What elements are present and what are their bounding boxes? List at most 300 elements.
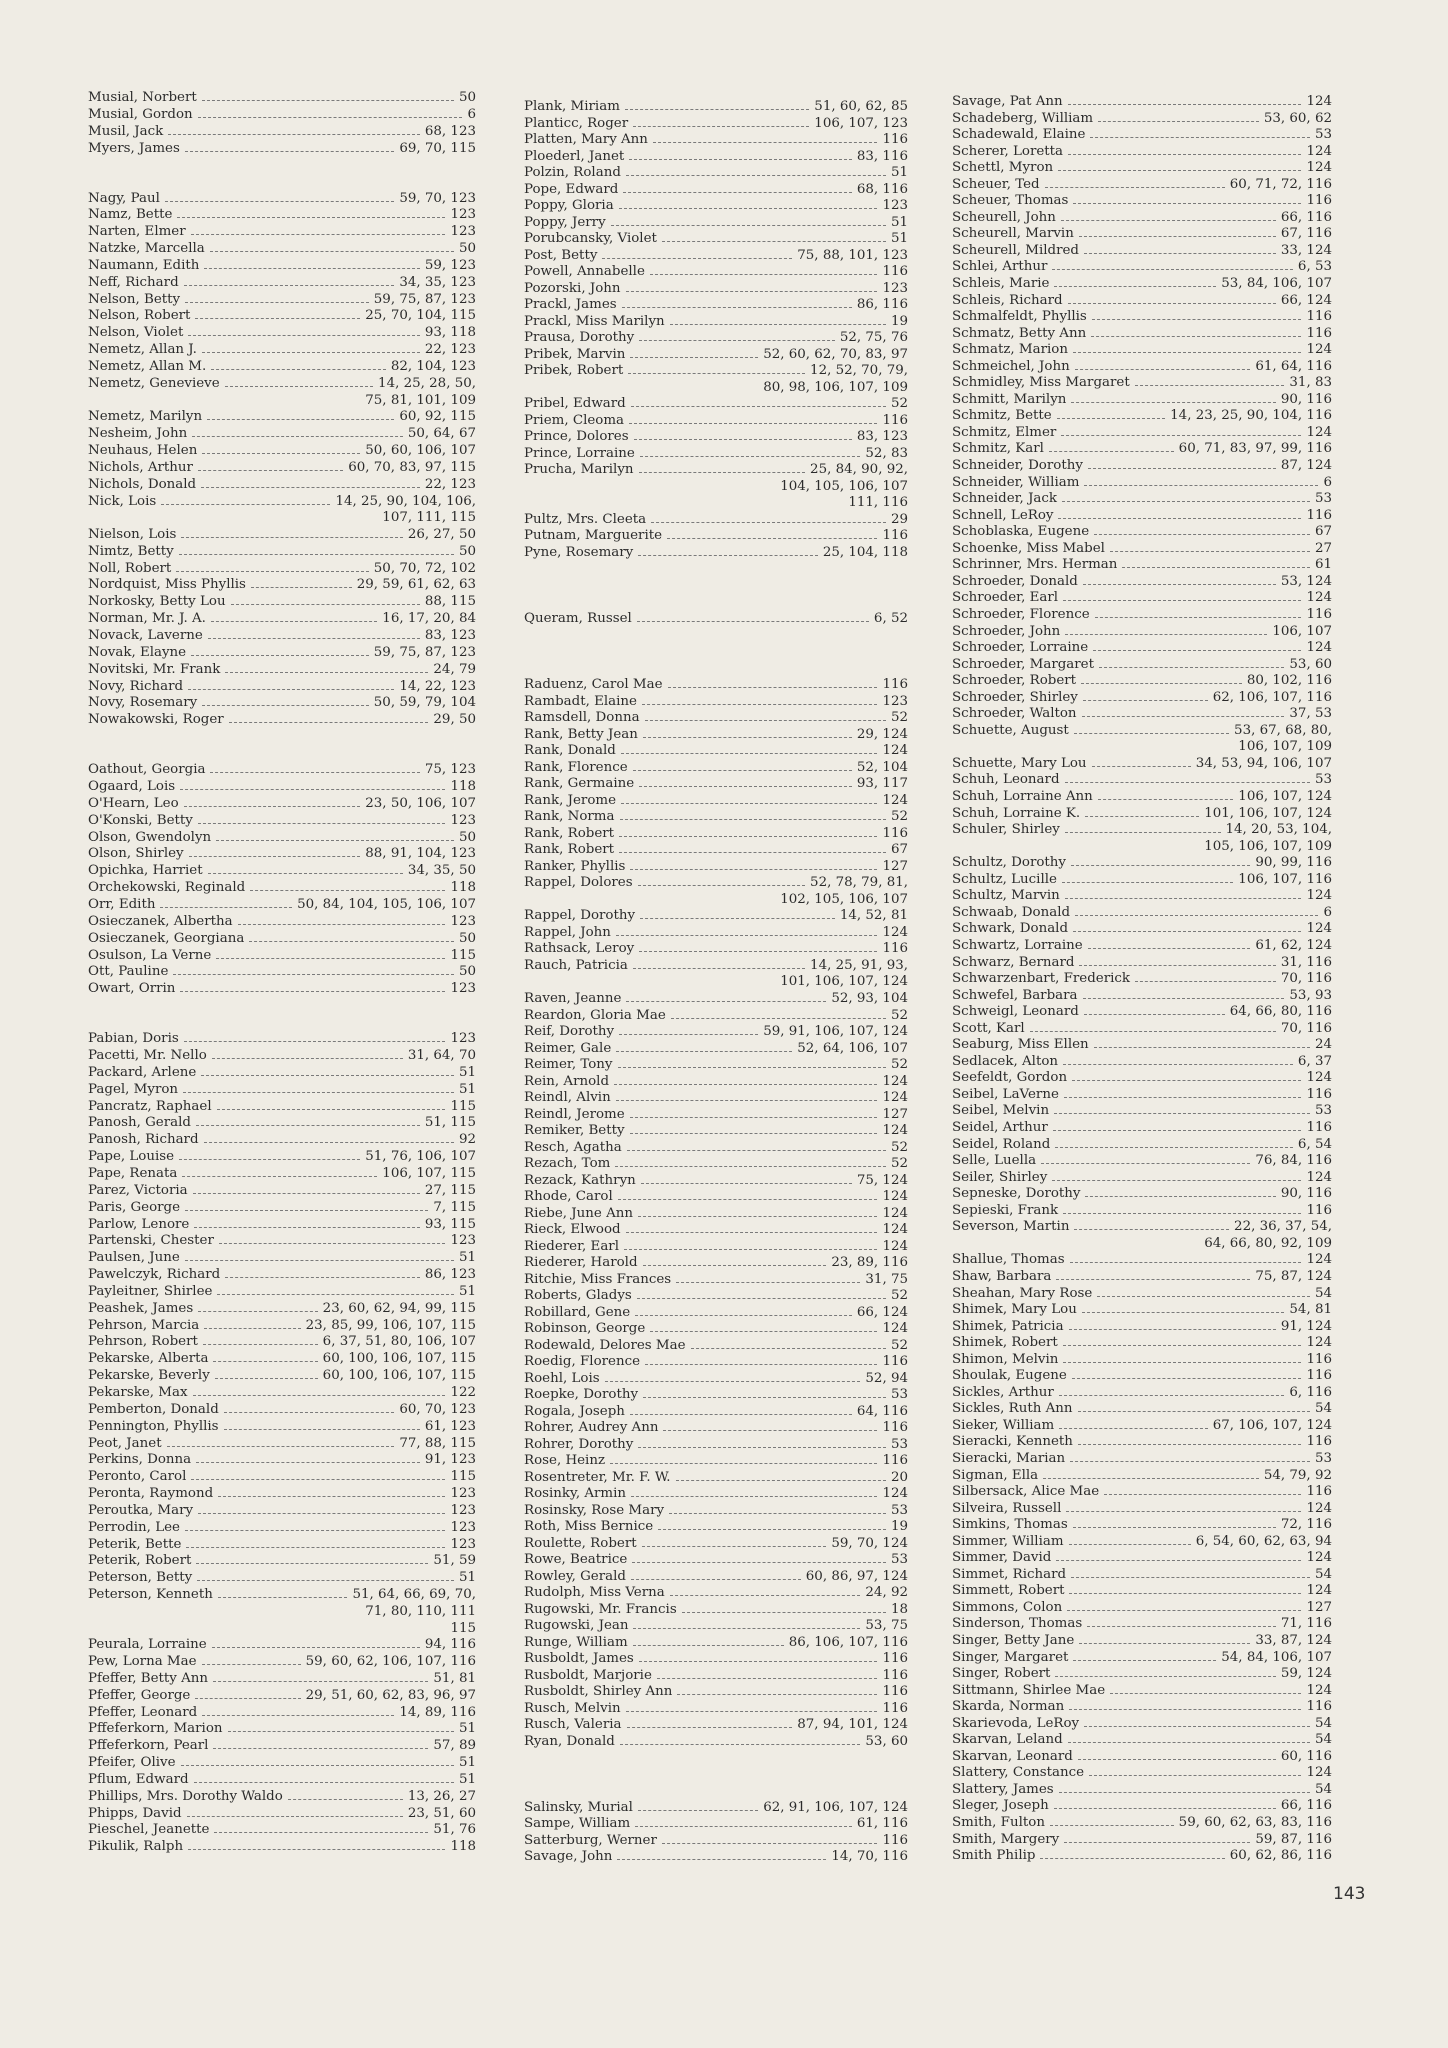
entry-pages-continued: 106, 107, 109: [1238, 739, 1332, 755]
entry-pages: 61, 62, 124: [1255, 937, 1332, 953]
leader-dots: [1090, 137, 1309, 138]
index-entry: [524, 743, 908, 760]
leader-dots: [1082, 1312, 1285, 1313]
leader-dots: [181, 1765, 454, 1766]
entry-name: Scheuer, Ted: [952, 176, 1040, 192]
index-entry: [952, 1798, 1332, 1815]
entry-name: Seibel, Melvin: [952, 1103, 1050, 1119]
entry-pages: 34, 35, 50: [407, 863, 476, 879]
leader-dots: [638, 1216, 877, 1217]
index-entry: [524, 1041, 908, 1058]
entry-name: Sieracki, Marian: [952, 1450, 1066, 1466]
index-entry: [88, 1301, 476, 1318]
index-entry: [88, 1688, 476, 1705]
entry-pages: 123: [450, 1233, 476, 1249]
entry-name: Rathsack, Leroy: [524, 941, 635, 957]
entry-name: Singer, Betty Jane: [952, 1633, 1075, 1648]
leader-dots: [197, 1580, 454, 1581]
entry-name: Rhode, Carol: [524, 1189, 613, 1205]
entry-pages: 6, 52: [873, 611, 908, 627]
entry-pages: 116: [1306, 1699, 1332, 1715]
index-entry: [952, 1219, 1332, 1236]
index-entry: [524, 611, 908, 628]
index-entry: [952, 1037, 1332, 1054]
entry-pages: 116: [882, 1684, 908, 1700]
entry-name: O'Konski, Betty: [88, 812, 193, 828]
leader-dots: [179, 554, 454, 555]
entry-name: Seidel, Roland: [952, 1136, 1051, 1152]
entry-pages: 123: [450, 1502, 476, 1518]
entry-pages: 106, 107, 123: [814, 115, 908, 131]
leader-dots: [1135, 385, 1285, 386]
index-entry: [952, 1848, 1332, 1865]
entry-name: O'Hearn, Leo: [88, 795, 179, 811]
leader-dots: [1073, 203, 1301, 204]
entry-name: Rohrer, Audrey Ann: [524, 1420, 659, 1436]
index-entry: [952, 144, 1332, 161]
section-spacer: [88, 1015, 476, 1032]
entry-pages: 50, 70, 72, 102: [373, 560, 476, 576]
index-entry: [88, 1048, 476, 1065]
entry-pages: 54: [1314, 1566, 1332, 1582]
leader-dots: [238, 924, 446, 925]
leader-dots: [288, 1799, 403, 1800]
leader-dots: [629, 423, 877, 424]
entry-name: Rosinky, Armin: [524, 1486, 627, 1502]
leader-dots: [642, 1546, 827, 1547]
leader-dots: [1054, 1113, 1310, 1114]
index-entry: [952, 1815, 1332, 1832]
entry-name: Ritchie, Miss Frances: [524, 1271, 672, 1287]
entry-pages: 51, 60, 62, 85: [814, 99, 908, 114]
leader-dots: [1079, 965, 1275, 966]
leader-dots: [626, 291, 878, 292]
index-entry: [952, 690, 1332, 707]
entry-pages: 124: [1306, 1500, 1332, 1516]
index-entry: [524, 1090, 908, 1107]
leader-dots: [202, 1664, 301, 1665]
index-entry: [952, 640, 1332, 657]
entry-name: Pekarske, Max: [88, 1384, 188, 1400]
entry-name: Nesheim, John: [88, 426, 188, 442]
index-entry: [88, 1839, 476, 1856]
entry-pages: 127: [1306, 1599, 1332, 1615]
entry-pages: 124: [1306, 1252, 1332, 1268]
entry-name: Riederer, Earl: [524, 1238, 619, 1254]
leader-dots: [1085, 816, 1199, 817]
index-entry: [88, 594, 476, 611]
entry-name: Pozorski, John: [524, 280, 621, 296]
leader-dots: [638, 1447, 886, 1448]
entry-pages: 22, 123: [424, 476, 476, 492]
entry-name: Rank, Jerome: [524, 792, 617, 808]
index-entry: [524, 347, 908, 364]
entry-pages: 83, 123: [856, 429, 908, 445]
index-entry: [524, 710, 908, 727]
index-entry: [88, 1099, 476, 1116]
leader-dots: [208, 638, 420, 639]
index-entry: [524, 1585, 908, 1602]
entry-pages: 29, 51, 60, 62, 83, 96, 97: [305, 1687, 476, 1703]
index-entry: [88, 1537, 476, 1554]
leader-dots: [187, 1816, 403, 1817]
index-entry: [524, 958, 908, 975]
entry-pages: 54: [1314, 1732, 1332, 1748]
leader-dots: [218, 1597, 348, 1598]
entry-name: Perkins, Donna: [88, 1452, 192, 1468]
entry-name: Sickles, Arthur: [952, 1384, 1054, 1400]
entry-pages: 124: [882, 743, 908, 759]
leader-dots: [631, 1579, 801, 1580]
leader-dots: [1062, 882, 1233, 883]
entry-pages: 19: [890, 1519, 908, 1535]
index-entry: [952, 1550, 1332, 1567]
entry-pages: 115: [450, 1098, 476, 1114]
leader-dots: [1061, 435, 1301, 436]
leader-dots: [1082, 716, 1285, 717]
entry-name: Schleis, Marie: [952, 276, 1050, 292]
index-entry: [524, 297, 908, 314]
index-entry: [524, 694, 908, 711]
entry-pages: 52: [890, 809, 908, 825]
index-entry: [88, 762, 476, 779]
entry-pages: 34, 53, 94, 106, 107: [1195, 755, 1332, 771]
entry-pages: 52: [890, 1139, 908, 1155]
entry-pages: 92: [458, 1132, 476, 1148]
leader-dots: [1050, 1825, 1174, 1826]
entry-name: Roedig, Florence: [524, 1354, 641, 1370]
entry-name: Simkins, Thomas: [952, 1517, 1068, 1533]
entry-pages: 26, 27, 50: [407, 526, 476, 542]
entry-pages: 66, 124: [856, 1304, 908, 1320]
entry-name: Schettl, Myron: [952, 160, 1054, 176]
leader-dots: [1072, 1080, 1301, 1081]
leader-dots: [1065, 898, 1302, 899]
entry-pages: 116: [1306, 309, 1332, 325]
entry-name: Schmitt, Marilyn: [952, 391, 1067, 407]
index-entry: [88, 1385, 476, 1402]
entry-name: Opichka, Harriet: [88, 863, 203, 879]
entry-name: Nagy, Paul: [88, 190, 160, 206]
entry-name: Schroeder, Margaret: [952, 656, 1094, 672]
index-entry: [524, 1486, 908, 1503]
entry-pages: 14, 20, 53, 104,: [1225, 822, 1332, 838]
entry-name: Rank, Florence: [524, 759, 628, 775]
leader-dots: [179, 1159, 360, 1160]
entry-pages-continued: 107, 111, 115: [382, 510, 476, 526]
leader-dots: [1040, 1858, 1224, 1859]
entry-pages: 124: [882, 1123, 908, 1139]
entry-pages: 123: [882, 693, 908, 709]
entry-pages: 61, 64, 116: [1255, 358, 1332, 374]
leader-dots: [619, 852, 886, 853]
index-entry: [952, 988, 1332, 1005]
entry-name: Prince, Lorraine: [524, 445, 635, 461]
entry-name: Simmons, Colon: [952, 1599, 1063, 1615]
leader-dots: [195, 1698, 300, 1699]
leader-dots: [1088, 948, 1251, 949]
entry-pages: 60, 71, 72, 116: [1229, 176, 1332, 192]
entry-pages: 29, 59, 61, 62, 63: [356, 577, 476, 593]
index-entry: [952, 971, 1332, 988]
entry-name: Sedlacek, Alton: [952, 1053, 1059, 1069]
leader-dots: [1056, 1560, 1301, 1561]
entry-pages: 124: [1306, 1169, 1332, 1185]
entry-pages: 50: [458, 90, 476, 105]
leader-dots: [1058, 170, 1301, 171]
index-entry: [524, 1734, 908, 1751]
leader-dots: [1093, 650, 1301, 651]
leader-dots: [658, 1529, 886, 1530]
index-entry: [88, 830, 476, 847]
leader-dots: [635, 1826, 852, 1827]
entry-pages: 76, 84, 116: [1255, 1153, 1332, 1169]
entry-name: Rodewald, Delores Mae: [524, 1337, 686, 1353]
entry-pages: 116: [882, 132, 908, 147]
index-entry: [524, 1569, 908, 1586]
leader-dots: [1052, 269, 1293, 270]
leader-dots: [198, 1513, 445, 1514]
entry-pages: 51, 76, 106, 107: [365, 1149, 476, 1165]
leader-dots: [188, 335, 420, 336]
leader-dots: [1049, 451, 1174, 452]
leader-dots: [1067, 1610, 1301, 1611]
entry-pages: 124: [882, 1189, 908, 1205]
entry-name: Pape, Louise: [88, 1149, 175, 1165]
index-entry: [952, 1153, 1332, 1170]
entry-name: Pagel, Myron: [88, 1081, 179, 1097]
index-entry: [524, 760, 908, 777]
entry-name: Roepke, Dorothy: [524, 1387, 639, 1403]
entry-pages: 83, 123: [424, 628, 476, 643]
entry-name: Pribel, Edward: [524, 396, 626, 412]
section-spacer: [88, 174, 476, 191]
leader-dots: [630, 1133, 878, 1134]
entry-pages: 7, 115: [433, 1199, 476, 1215]
leader-dots: [638, 1810, 758, 1811]
leader-dots: [634, 439, 852, 440]
entry-name: Sepieski, Frank: [952, 1202, 1059, 1218]
index-entry: [88, 1520, 476, 1537]
leader-dots: [202, 352, 420, 353]
leader-dots: [225, 672, 428, 673]
entry-name: Pfeffer, Leonard: [88, 1704, 198, 1720]
index-entry: [952, 706, 1332, 723]
leader-dots: [249, 941, 454, 942]
index-entry: [952, 441, 1332, 458]
index-entry: [524, 1156, 908, 1173]
entry-pages: 123: [450, 812, 476, 828]
entry-name: Rugowski, Mr. Francis: [524, 1601, 677, 1617]
entry-pages: 25, 70, 104, 115: [365, 308, 476, 324]
entry-pages: 106, 107: [1272, 623, 1332, 639]
entry-pages: 123: [882, 198, 908, 213]
index-entry: [524, 182, 908, 199]
leader-dots: [192, 436, 403, 437]
entry-name: Schultz, Marvin: [952, 888, 1060, 904]
section-spacer: [88, 729, 476, 746]
index-entry: [88, 1570, 476, 1587]
entry-pages: 25, 104, 118: [822, 544, 908, 560]
index-entry: [952, 458, 1332, 475]
entry-pages: 62, 106, 107, 116: [1212, 689, 1332, 705]
index-entry: [88, 258, 476, 275]
entry-name: Schuh, Lorraine K.: [952, 805, 1081, 821]
entry-pages: 93, 118: [424, 325, 476, 341]
leader-dots: [213, 1361, 317, 1362]
leader-dots: [676, 1480, 886, 1481]
entry-name: Peterson, Kenneth: [88, 1587, 213, 1603]
entry-pages: 13, 26, 27: [407, 1788, 476, 1804]
index-entry: [88, 1789, 476, 1806]
entry-pages: 53: [890, 1436, 908, 1452]
entry-name: Schuette, Mary Lou: [952, 755, 1087, 771]
entry-pages: 118: [450, 1839, 476, 1855]
leader-dots: [1081, 683, 1242, 684]
index-entry: [88, 1553, 476, 1570]
entry-name: Nelson, Robert: [88, 308, 191, 324]
entry-name: Schroeder, Shirley: [952, 689, 1078, 705]
leader-dots: [183, 1092, 454, 1093]
entry-name: Ploederl, Janet: [524, 148, 625, 164]
index-entry: [88, 1115, 476, 1132]
leader-dots: [1065, 782, 1310, 783]
page-number: 143: [1333, 1884, 1366, 1904]
entry-pages: 14, 25, 91, 93,: [810, 957, 908, 973]
leader-dots: [639, 786, 852, 787]
leader-dots: [1088, 468, 1276, 469]
entry-name: Roulette, Robert: [524, 1535, 637, 1551]
leader-dots: [204, 1328, 300, 1329]
entry-pages: 6: [467, 106, 476, 122]
leader-dots: [160, 907, 292, 908]
entry-pages: 53, 124: [1280, 573, 1332, 589]
entry-name: Schultz, Dorothy: [952, 855, 1066, 871]
leader-dots: [231, 604, 420, 605]
entry-name: Schroeder, Lorraine: [952, 640, 1089, 656]
entry-name: Nemetz, Allan J.: [88, 342, 197, 358]
entry-pages: 124: [1306, 1682, 1332, 1698]
entry-pages: 22, 123: [424, 342, 476, 358]
leader-dots: [194, 1782, 454, 1783]
entry-name: Skarvan, Leonard: [952, 1748, 1073, 1764]
index-entry: [524, 1239, 908, 1256]
leader-dots: [616, 935, 878, 936]
index-entry: [88, 1469, 476, 1486]
entry-pages: 51, 64, 66, 69, 70,: [352, 1587, 476, 1603]
leader-dots: [641, 1183, 852, 1184]
entry-name: Rusboldt, Marjorie: [524, 1667, 652, 1683]
index-entry: [88, 914, 476, 931]
leader-dots: [653, 142, 878, 143]
entry-pages: 123: [450, 1536, 476, 1552]
entry-name: Nemetz, Marilyn: [88, 409, 203, 425]
leader-dots: [1083, 700, 1208, 701]
leader-dots: [628, 373, 805, 374]
index-entry: [524, 1552, 908, 1569]
leader-dots: [167, 1446, 395, 1447]
entry-name: Sampe, William: [524, 1816, 631, 1832]
entry-pages: 14, 22, 123: [399, 678, 476, 694]
index-entry: [524, 925, 908, 942]
entry-pages: 60, 86, 97, 124: [805, 1568, 908, 1584]
entry-name: Shaw, Barbara: [952, 1268, 1052, 1284]
leader-dots: [1071, 865, 1250, 866]
entry-pages: 51: [890, 165, 908, 180]
index-entry: [952, 1070, 1332, 1087]
entry-name: Prausa, Dorothy: [524, 330, 635, 345]
entry-pages: 34, 35, 123: [399, 274, 476, 290]
entry-pages: 68, 116: [856, 181, 908, 197]
entry-name: Oathout, Georgia: [88, 762, 206, 778]
entry-name: Rappel, Dorothy: [524, 908, 636, 924]
entry-name: Pekarske, Beverly: [88, 1368, 210, 1384]
entry-name: Payleitner, Shirlee: [88, 1283, 213, 1299]
leader-dots: [1063, 600, 1301, 601]
entry-name: Nichols, Donald: [88, 476, 197, 492]
entry-name: Panosh, Richard: [88, 1132, 199, 1148]
index-entry: [524, 1255, 908, 1272]
leader-dots: [201, 1075, 454, 1076]
entry-pages: 51, 81: [433, 1670, 476, 1686]
entry-pages-continued: 115: [450, 1620, 476, 1636]
entry-pages: 124: [882, 1073, 908, 1089]
index-entry: [88, 359, 476, 376]
leader-dots: [204, 1142, 454, 1143]
leader-dots: [212, 1058, 403, 1059]
index-entry: [88, 376, 476, 393]
index-entry: [952, 210, 1332, 227]
entry-pages: 31, 75: [865, 1271, 908, 1287]
index-entry: [952, 1666, 1332, 1683]
entry-pages: 90, 99, 116: [1255, 855, 1332, 871]
entry-pages: 27, 115: [424, 1182, 476, 1198]
index-entry: [88, 813, 476, 830]
leader-dots: [663, 1430, 877, 1431]
entry-pages: 122: [450, 1384, 476, 1400]
index-entry: [88, 1705, 476, 1722]
entry-name: Skarda, Norman: [952, 1699, 1065, 1715]
entry-pages: 86, 123: [424, 1267, 476, 1283]
entry-name: Severson, Martin: [952, 1219, 1070, 1235]
entry-pages: 54: [1314, 1401, 1332, 1417]
index-entry: [524, 677, 908, 694]
entry-pages: 69, 70, 115: [399, 140, 476, 156]
entry-pages: 54: [1314, 1285, 1332, 1301]
entry-name: Schroeder, Earl: [952, 590, 1059, 606]
index-entry: [88, 712, 476, 729]
entry-name: Schmidley, Miss Margaret: [952, 375, 1130, 391]
leader-dots: [624, 1249, 877, 1250]
entry-name: Musil, Jack: [88, 123, 164, 139]
entry-name: Norkosky, Betty Lou: [88, 594, 226, 610]
entry-name: Novitski, Mr. Frank: [88, 661, 221, 677]
index-entry: [524, 429, 908, 446]
entry-name: Rugowski, Jean: [524, 1618, 629, 1634]
entry-name: Peurala, Lorraine: [88, 1637, 207, 1653]
entry-pages: 24, 79: [433, 661, 476, 677]
index-entry: [952, 1186, 1332, 1203]
leader-dots: [1045, 187, 1225, 188]
entry-pages: 115: [450, 1469, 476, 1485]
entry-name: Prucha, Marilyn: [524, 462, 634, 478]
leader-dots: [1083, 998, 1285, 999]
entry-name: Sieracki, Kenneth: [952, 1434, 1073, 1450]
entry-pages: 51, 59: [433, 1553, 476, 1569]
entry-name: Nemetz, Allan M.: [88, 359, 207, 374]
index-entry: [88, 107, 476, 124]
leader-dots: [1097, 1296, 1310, 1297]
